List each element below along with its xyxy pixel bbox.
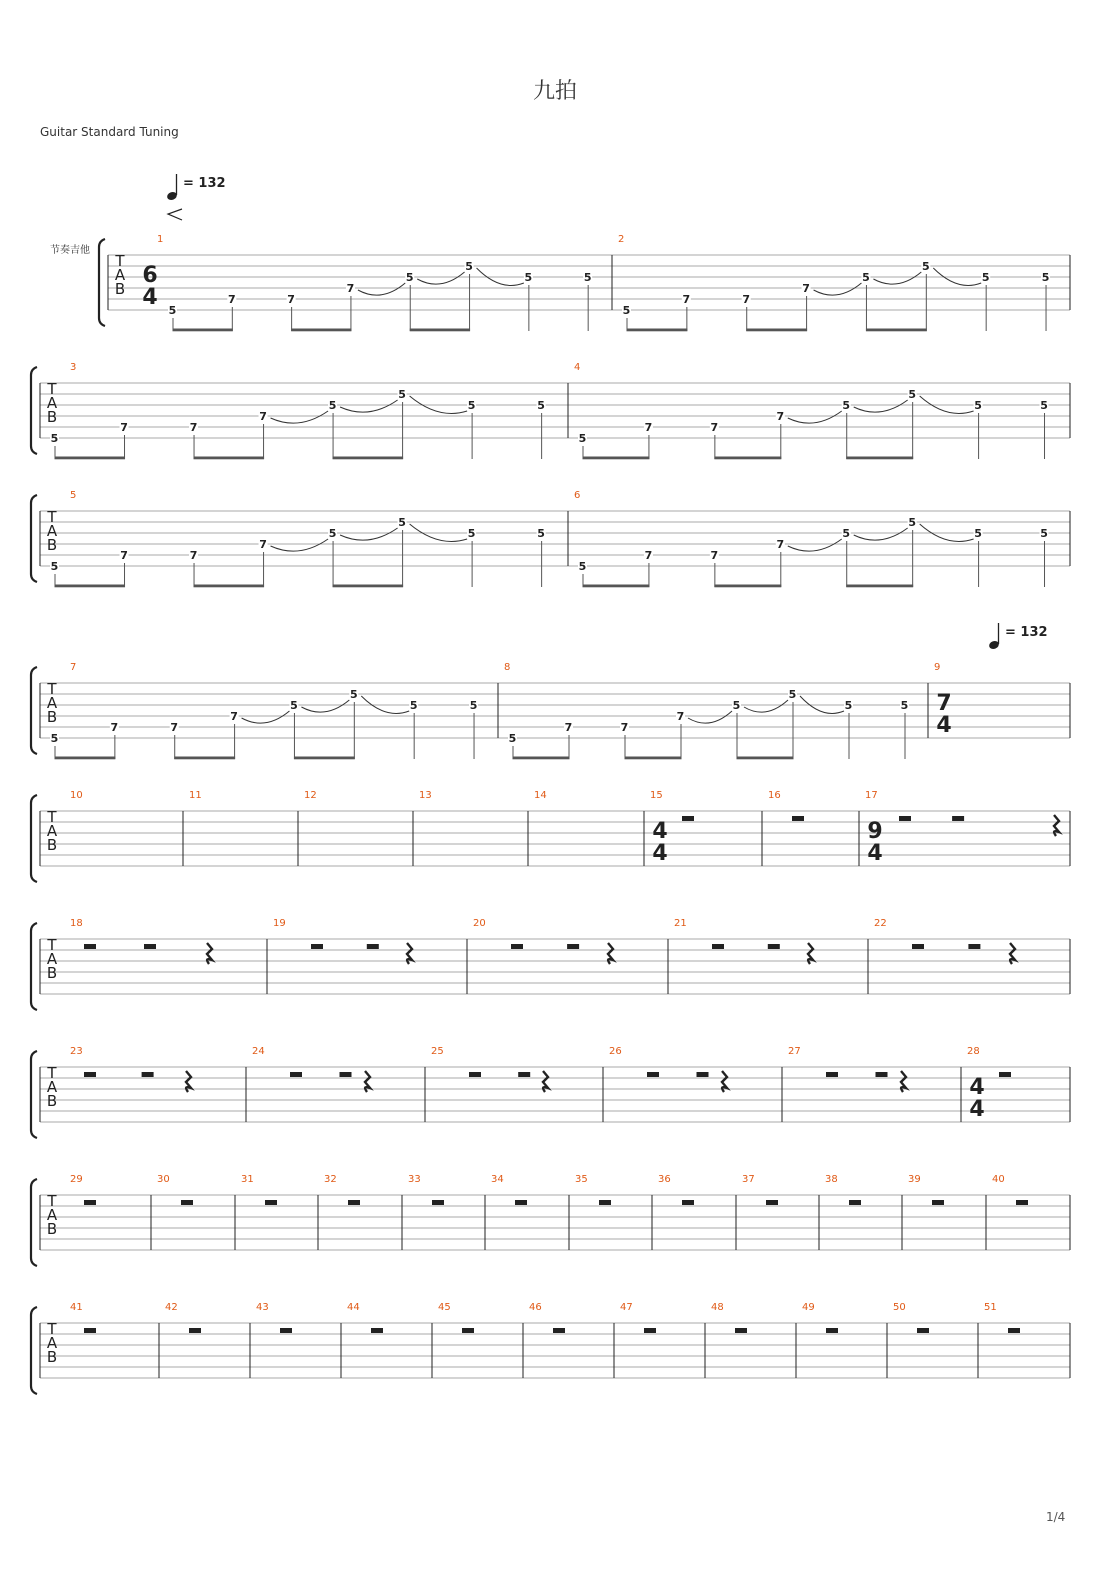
fret-number: 7 (259, 538, 267, 551)
fret-number: 7 (802, 282, 810, 295)
tab-clef-letter: T (47, 1192, 57, 1210)
half-rest (181, 1200, 193, 1205)
system-bracket (31, 667, 37, 754)
measure-number: 43 (256, 1302, 269, 1313)
fret-number: 5 (467, 399, 476, 412)
fret-number: 5 (583, 271, 592, 284)
fret-number: 5 (537, 527, 545, 540)
tie (744, 700, 788, 712)
fret-number: 5 (842, 527, 851, 540)
tuning-label: Guitar Standard Tuning (40, 125, 179, 139)
fret-number: 7 (682, 293, 691, 306)
tab-clef-letter: B (114, 280, 126, 298)
measure-number: 19 (273, 918, 286, 929)
half-rest (712, 944, 724, 949)
half-rest (84, 944, 96, 949)
system-bracket (31, 1307, 37, 1394)
fret-number: 5 (508, 732, 517, 745)
measure-number: 44 (347, 1302, 360, 1313)
measure-number: 23 (70, 1046, 83, 1057)
fret-number: 7 (346, 282, 355, 295)
measure-number: 7 (70, 662, 77, 673)
measure-number: 15 (650, 790, 663, 801)
beam (746, 329, 807, 332)
half-rest (1008, 1328, 1020, 1333)
fret-number: 7 (189, 549, 198, 562)
measure-number: 36 (658, 1174, 671, 1185)
beam (333, 457, 404, 460)
tie (873, 272, 921, 284)
fret-number: 7 (776, 538, 785, 551)
tab-clef-letter: B (46, 836, 58, 854)
measure-number: 6 (574, 490, 581, 501)
tie (242, 711, 290, 723)
tie (271, 411, 329, 423)
fret-number: 5 (908, 516, 916, 529)
measure-number: 8 (504, 662, 511, 673)
half-rest (84, 1072, 96, 1077)
measure-number: 20 (473, 918, 486, 929)
half-rest (371, 1328, 383, 1333)
time-signature-numerator: 6 (142, 263, 158, 288)
beam (583, 585, 650, 588)
measure-number: 9 (934, 662, 941, 673)
half-rest (647, 1072, 659, 1077)
time-signature-numerator: 4 (652, 819, 668, 844)
beam (173, 329, 233, 332)
beam (846, 585, 913, 588)
beam (294, 757, 355, 760)
measure-number: 30 (157, 1174, 170, 1185)
tab-clef-letter: A (114, 266, 126, 284)
fret-number: 7 (776, 410, 785, 423)
fret-number: 7 (620, 721, 629, 734)
measure-number: 21 (674, 918, 687, 929)
time-signature-numerator: 7 (936, 691, 952, 716)
half-rest (367, 944, 379, 949)
tab-clef-letter: B (46, 708, 58, 726)
measure-number: 24 (252, 1046, 265, 1057)
fret-number: 7 (189, 421, 198, 434)
tie (358, 283, 405, 295)
half-rest (912, 944, 924, 949)
tab-clef-letter: B (46, 408, 58, 426)
measure-number: 13 (419, 790, 432, 801)
beam (55, 457, 126, 460)
half-rest (280, 1328, 292, 1333)
system-bracket (31, 923, 37, 1010)
beam (627, 329, 688, 332)
measure-number: 12 (304, 790, 317, 801)
half-rest (469, 1072, 481, 1077)
tempo-value: = 132 (183, 176, 226, 191)
fret-number: 7 (710, 549, 719, 562)
fret-number: 7 (227, 293, 236, 306)
tab-clef-letter: A (46, 950, 58, 968)
half-rest (432, 1200, 444, 1205)
time-signature-numerator: 9 (867, 819, 883, 844)
half-rest (567, 944, 579, 949)
time-signature-denominator: 4 (652, 841, 668, 866)
tie (814, 283, 862, 295)
fret-number: 5 (622, 304, 631, 317)
fret-number: 5 (349, 688, 358, 701)
half-rest (265, 1200, 277, 1205)
tab-clef-letter: T (47, 1064, 57, 1082)
beam (55, 757, 116, 760)
time-signature-denominator: 4 (969, 1097, 985, 1122)
half-rest (518, 1072, 530, 1077)
beam (714, 457, 781, 460)
fret-number: 5 (974, 527, 982, 540)
fret-number: 5 (732, 699, 741, 712)
fret-number: 5 (862, 271, 870, 284)
half-rest (932, 1200, 944, 1205)
fret-number: 5 (328, 399, 337, 412)
fret-number: 5 (409, 699, 418, 712)
tab-clef-letter: B (46, 1092, 58, 1110)
measure-number: 38 (825, 1174, 838, 1185)
measure-number: 14 (534, 790, 547, 801)
fret-number: 7 (120, 421, 128, 434)
tab-clef-letter: T (47, 936, 57, 954)
measure-number: 51 (984, 1302, 997, 1313)
measure-number: 28 (967, 1046, 980, 1057)
beam (737, 757, 794, 760)
fret-number: 5 (398, 516, 406, 529)
fret-number: 5 (168, 304, 177, 317)
tie (854, 528, 908, 540)
half-rest (1016, 1200, 1028, 1205)
fret-number: 5 (921, 260, 930, 273)
fret-number: 7 (287, 293, 295, 306)
tempo-value: = 132 (1005, 625, 1048, 640)
measure-number: 48 (711, 1302, 724, 1313)
fret-number: 5 (328, 527, 337, 540)
half-rest (144, 944, 156, 949)
fret-number: 5 (844, 699, 853, 712)
tab-clef-letter: A (46, 1206, 58, 1224)
measure-number: 37 (742, 1174, 755, 1185)
tab-clef-letter: T (47, 680, 57, 698)
tie (854, 400, 908, 412)
beam (714, 585, 781, 588)
system-bracket (99, 239, 105, 326)
half-rest (462, 1328, 474, 1333)
page-number: 1/4 (1046, 1510, 1066, 1524)
half-rest (826, 1072, 838, 1077)
half-rest (849, 1200, 861, 1205)
system-bracket (31, 795, 37, 882)
measure-number: 22 (874, 918, 887, 929)
fret-number: 5 (50, 560, 59, 573)
fret-number: 5 (974, 399, 982, 412)
tab-clef-letter: B (46, 1220, 58, 1238)
measure-number: 18 (70, 918, 83, 929)
fret-number: 5 (981, 271, 990, 284)
crescendo-icon (168, 209, 182, 220)
half-rest (682, 816, 694, 821)
time-signature-denominator: 4 (867, 841, 883, 866)
tab-clef-letter: T (47, 808, 57, 826)
tie (417, 272, 464, 284)
beam (625, 757, 682, 760)
tab-clef-letter: B (46, 964, 58, 982)
half-rest (515, 1200, 527, 1205)
measure-number: 27 (788, 1046, 801, 1057)
beam (583, 457, 650, 460)
measure-number: 47 (620, 1302, 633, 1313)
fret-number: 5 (524, 271, 533, 284)
measure-number: 49 (802, 1302, 815, 1313)
fret-number: 5 (842, 399, 851, 412)
measure-number: 1 (157, 234, 164, 245)
fret-number: 7 (710, 421, 719, 434)
score-title: 九拍 (532, 79, 577, 104)
fret-number: 5 (578, 432, 587, 445)
fret-number: 5 (465, 260, 473, 273)
fret-number: 5 (50, 432, 59, 445)
tab-clef-letter: B (46, 1348, 58, 1366)
tab-clef-letter: A (46, 522, 58, 540)
fret-number: 5 (537, 399, 545, 412)
half-rest (348, 1200, 360, 1205)
fret-number: 7 (259, 410, 267, 423)
half-rest (792, 816, 804, 821)
tab-clef-letter: A (46, 394, 58, 412)
fret-number: 7 (644, 421, 653, 434)
tie (301, 700, 349, 712)
half-rest (968, 944, 980, 949)
measure-number: 16 (768, 790, 781, 801)
fret-number: 7 (564, 721, 573, 734)
measure-number: 41 (70, 1302, 83, 1313)
measure-number: 26 (609, 1046, 622, 1057)
fret-number: 7 (230, 710, 238, 723)
tie (271, 539, 329, 551)
half-rest (189, 1328, 201, 1333)
beam (174, 757, 235, 760)
half-rest (84, 1328, 96, 1333)
beam (846, 457, 913, 460)
measure-number: 45 (438, 1302, 451, 1313)
measure-number: 42 (165, 1302, 178, 1313)
fret-number: 5 (578, 560, 587, 573)
half-rest (142, 1072, 154, 1077)
half-rest (735, 1328, 747, 1333)
fret-number: 5 (900, 699, 909, 712)
beam (866, 329, 927, 332)
measure-number: 33 (408, 1174, 421, 1185)
system-bracket (31, 1179, 37, 1266)
track-name: 节奏吉他 (50, 245, 90, 256)
half-rest (682, 1200, 694, 1205)
fret-number: 5 (405, 271, 414, 284)
half-rest (511, 944, 523, 949)
tab-clef-letter: A (46, 694, 58, 712)
beam (194, 457, 265, 460)
fret-number: 7 (742, 293, 751, 306)
half-rest (826, 1328, 838, 1333)
fret-number: 5 (469, 699, 478, 712)
system-bracket (31, 495, 37, 582)
time-signature-denominator: 4 (142, 285, 158, 310)
tie (340, 528, 398, 540)
measure-number: 3 (70, 362, 77, 373)
half-rest (553, 1328, 565, 1333)
beam (333, 585, 404, 588)
measure-number: 34 (491, 1174, 504, 1185)
measure-number: 5 (70, 490, 77, 501)
beam (55, 585, 126, 588)
system-bracket (31, 1051, 37, 1138)
measure-number: 11 (189, 790, 202, 801)
measure-number: 17 (865, 790, 878, 801)
half-rest (697, 1072, 709, 1077)
tab-clef-letter: T (47, 1320, 57, 1338)
fret-number: 5 (788, 688, 797, 701)
fret-number: 5 (1040, 527, 1048, 540)
fret-number: 7 (120, 549, 128, 562)
measure-number: 25 (431, 1046, 444, 1057)
beam (291, 329, 351, 332)
measure-number: 4 (574, 362, 581, 373)
half-rest (766, 1200, 778, 1205)
fret-number: 7 (644, 549, 653, 562)
fret-number: 5 (467, 527, 476, 540)
measure-number: 46 (529, 1302, 542, 1313)
half-rest (311, 944, 323, 949)
measure-number: 50 (893, 1302, 906, 1313)
measure-number: 39 (908, 1174, 921, 1185)
tie (788, 411, 842, 423)
tab-clef-letter: B (46, 536, 58, 554)
fret-number: 5 (908, 388, 916, 401)
tab-clef-letter: T (47, 508, 57, 526)
half-rest (917, 1328, 929, 1333)
half-rest (644, 1328, 656, 1333)
half-rest (899, 816, 911, 821)
half-rest (84, 1200, 96, 1205)
measure-number: 35 (575, 1174, 588, 1185)
tab-clef-letter: A (46, 1334, 58, 1352)
fret-number: 5 (290, 699, 298, 712)
tie (340, 400, 398, 412)
system-bracket (31, 367, 37, 454)
half-rest (876, 1072, 888, 1077)
time-signature-denominator: 4 (936, 713, 952, 738)
tab-clef-letter: T (115, 252, 125, 270)
measure-number: 32 (324, 1174, 337, 1185)
half-rest (290, 1072, 302, 1077)
half-rest (599, 1200, 611, 1205)
time-signature-numerator: 4 (969, 1075, 985, 1100)
half-rest (340, 1072, 352, 1077)
tie (788, 539, 842, 551)
beam (513, 757, 570, 760)
half-rest (952, 816, 964, 821)
half-rest (768, 944, 780, 949)
fret-number: 5 (50, 732, 59, 745)
beam (194, 585, 265, 588)
measure-number: 29 (70, 1174, 83, 1185)
beam (410, 329, 470, 332)
fret-number: 7 (170, 721, 179, 734)
half-rest (999, 1072, 1011, 1077)
fret-number: 5 (1040, 399, 1048, 412)
measure-number: 31 (241, 1174, 254, 1185)
tab-clef-letter: T (47, 380, 57, 398)
fret-number: 5 (398, 388, 406, 401)
tie (688, 711, 732, 723)
fret-number: 5 (1041, 271, 1050, 284)
fret-number: 7 (110, 721, 119, 734)
measure-number: 40 (992, 1174, 1005, 1185)
measure-number: 10 (70, 790, 83, 801)
tab-clef-letter: A (46, 1078, 58, 1096)
tab-clef-letter: A (46, 822, 58, 840)
measure-number: 2 (618, 234, 625, 245)
fret-number: 7 (676, 710, 685, 723)
